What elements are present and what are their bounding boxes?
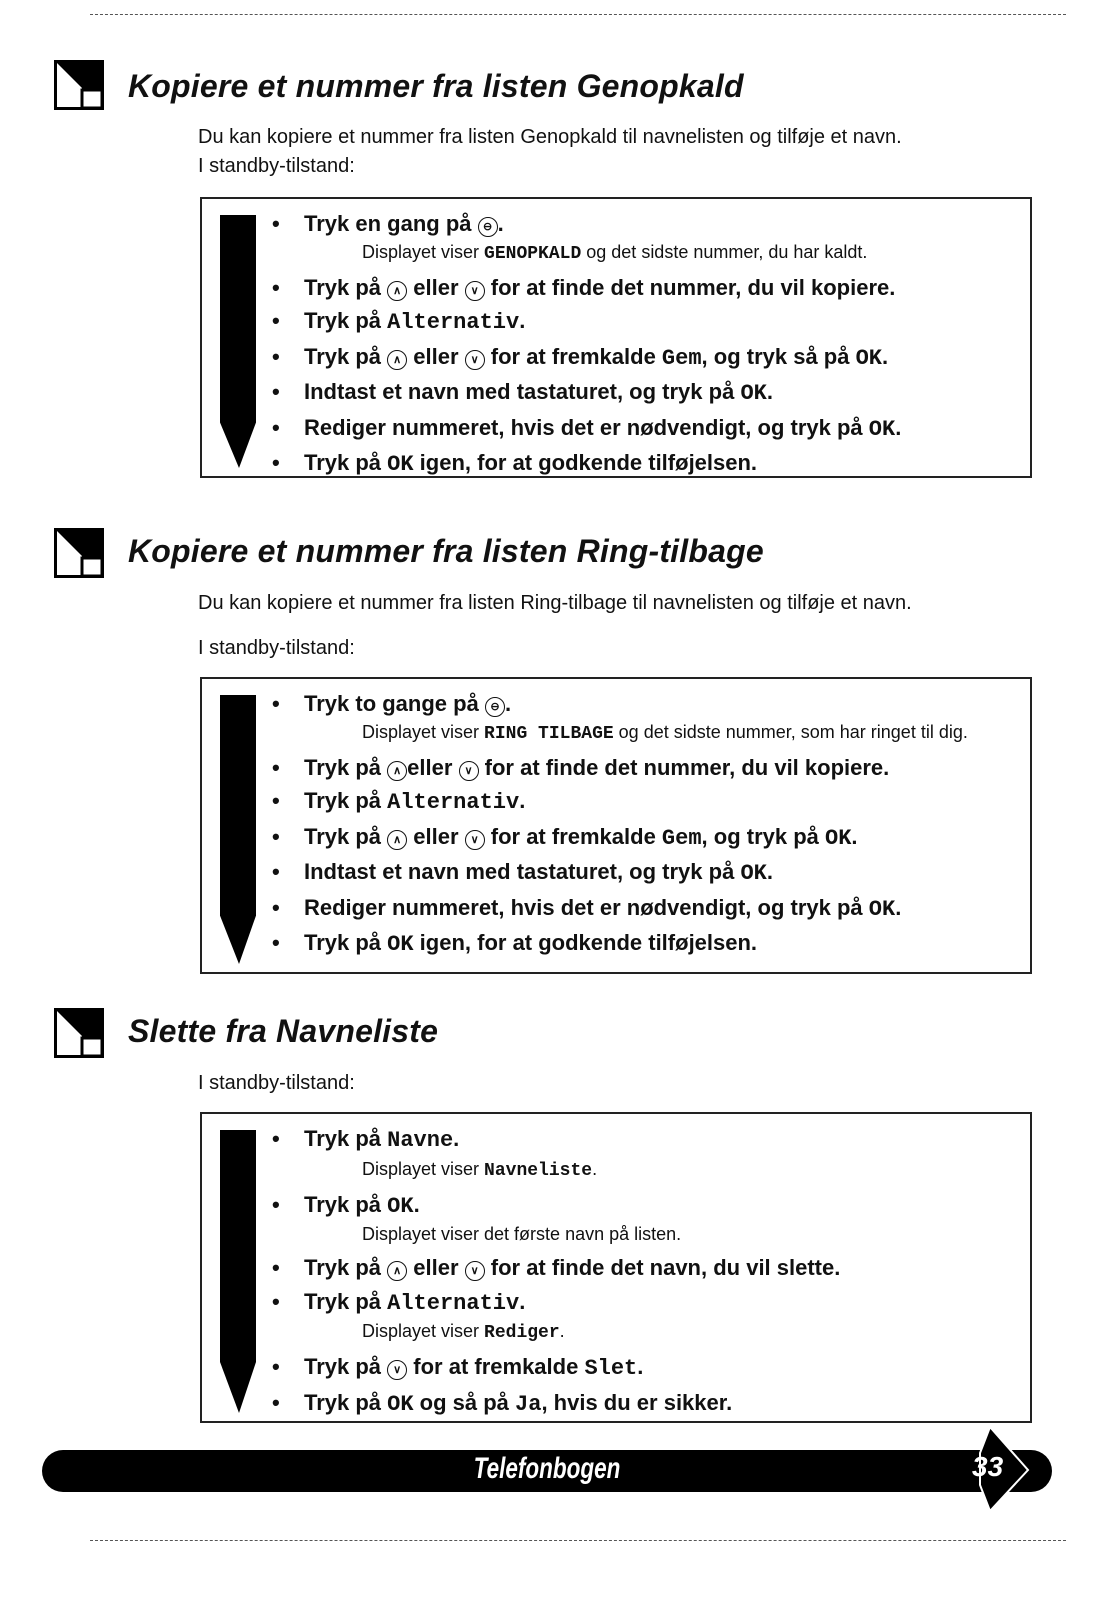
step-item <box>270 207 1024 241</box>
display-text: Slet <box>584 1356 638 1381</box>
display-text: OK <box>387 1193 414 1219</box>
display-text: Navne <box>387 1128 454 1153</box>
display-text: OK <box>868 416 896 442</box>
step-text: Tryk på <box>304 450 388 475</box>
step-text: . <box>766 859 773 884</box>
step-text: for at fremkalde <box>484 823 662 849</box>
step-text: . <box>519 308 526 333</box>
display-text: OK <box>868 896 896 922</box>
step-note <box>270 721 1024 745</box>
step-text: Rediger nummeret, hvis det er nødvendigt, og tryk på <box>304 894 869 920</box>
step-item <box>270 1285 1024 1321</box>
step-item <box>270 784 1024 820</box>
step-item <box>270 1188 1024 1224</box>
step-arrow-icon <box>218 695 260 964</box>
display-text: Alternativ <box>387 790 520 815</box>
step-text: Tryk to gange på <box>304 691 485 716</box>
step-item <box>270 304 1024 340</box>
down-key-icon: ∨ <box>387 1360 407 1380</box>
step-item <box>270 1251 1024 1285</box>
up-key-icon: ∧ <box>387 350 407 370</box>
display-text: OK <box>855 345 882 371</box>
step-text: og det sidste nummer, som har ringet til dig. <box>613 721 968 742</box>
down-key-icon: ∨ <box>465 830 485 850</box>
step-list <box>202 1114 1030 1425</box>
step-text: for at finde det nummer, du vil kopiere. <box>478 754 890 780</box>
display-text: OK <box>387 452 414 477</box>
step-item <box>270 1122 1024 1158</box>
step-text: Tryk på <box>304 930 388 955</box>
step-item <box>270 820 1024 856</box>
instruction-box <box>200 677 1032 974</box>
step-item <box>270 1386 1024 1422</box>
step-note <box>270 1158 1024 1182</box>
up-key-icon: ∧ <box>387 281 407 301</box>
intro-text: I standby-tilstand: <box>198 1072 355 1094</box>
step-text: igen, for at godkende tilføjelsen. <box>413 930 758 955</box>
display-text: Alternativ <box>387 1290 520 1316</box>
step-text: for at fremkalde <box>407 1354 585 1379</box>
step-text: og så på <box>413 1389 516 1415</box>
step-text: Indtast et navn med tastaturet, og tryk på <box>304 859 741 884</box>
step-text: . <box>519 1288 526 1314</box>
step-text: for at finde det navn, du vil slette. <box>484 1255 841 1280</box>
step-text: Indtast et navn med tastaturet, og tryk på <box>304 379 741 404</box>
chapter-title: Telefonbogen <box>473 1452 621 1485</box>
step-text: eller <box>407 1255 465 1280</box>
step-text: Tryk på <box>304 788 388 813</box>
step-text: . <box>519 788 526 813</box>
step-text: Tryk på <box>304 1191 388 1217</box>
step-text: . <box>497 211 504 236</box>
step-item <box>270 375 1024 411</box>
intro-text: Du kan kopiere et nummer fra listen Genopkald til navnelisten og tilføje et navn. <box>198 126 902 148</box>
display-text: RING TILBAGE <box>484 723 614 744</box>
step-text: . <box>895 894 902 920</box>
step-text: igen, for at godkende tilføjelsen. <box>413 450 758 475</box>
step-text: Rediger nummeret, hvis det er nødvendigt, og tryk på <box>304 414 869 440</box>
step-item <box>270 271 1024 305</box>
step-text: Tryk på <box>304 1126 388 1151</box>
step-text: . <box>851 823 858 849</box>
scan-artifact-bottom <box>90 1540 1066 1541</box>
step-note <box>270 1320 1024 1344</box>
step-text: . <box>559 1321 565 1341</box>
step-text: Tryk på <box>304 1389 388 1415</box>
step-note <box>270 241 1024 265</box>
step-text: . <box>504 691 512 716</box>
step-item <box>270 687 1024 721</box>
step-text: for at fremkalde <box>484 343 662 369</box>
step-text: for at finde det nummer, du vil kopiere. <box>484 274 896 300</box>
down-key-icon: ∨ <box>459 761 479 781</box>
up-key-icon: ∧ <box>387 830 407 850</box>
step-text: eller <box>407 754 459 780</box>
step-item <box>270 891 1024 927</box>
step-text: Displayet viser <box>362 1321 485 1341</box>
step-text: Displayet viser <box>362 1158 485 1179</box>
step-text: . <box>637 1354 644 1379</box>
down-key-icon: ∨ <box>465 1261 485 1281</box>
redial-key-icon: ⊖ <box>485 697 505 717</box>
intro-text: Du kan kopiere et nummer fra listen Ring-tilbage til navnelisten og tilføje et navn. <box>198 592 912 614</box>
step-text: Tryk på <box>304 1288 388 1314</box>
step-text: Tryk på <box>304 274 388 300</box>
step-text: . <box>413 1191 420 1217</box>
step-item <box>270 1350 1024 1386</box>
step-item <box>270 926 1024 962</box>
display-text: OK <box>740 861 767 886</box>
section-icon <box>54 60 104 110</box>
step-list <box>202 679 1030 966</box>
instruction-box <box>200 1112 1032 1423</box>
instruction-box <box>200 197 1032 478</box>
section-title: Slette fra Navneliste <box>128 1013 439 1049</box>
step-text: , hvis du er sikker. <box>541 1389 733 1415</box>
step-text: eller <box>407 343 465 369</box>
step-text: . <box>882 343 889 369</box>
display-text: OK <box>825 825 852 851</box>
display-text: Gem <box>661 345 702 371</box>
step-text: eller <box>407 274 465 300</box>
step-text: Displayet viser det første navn på listen. <box>362 1224 682 1244</box>
step-text: . <box>592 1158 598 1179</box>
step-text: eller <box>407 823 465 849</box>
step-item <box>270 411 1024 447</box>
display-text: OK <box>387 1391 414 1417</box>
step-text: . <box>895 414 902 440</box>
step-text: Tryk på <box>304 823 388 849</box>
step-note <box>270 1223 1024 1245</box>
section-icon <box>54 528 104 578</box>
step-text: Tryk på <box>304 1255 388 1280</box>
step-item <box>270 855 1024 891</box>
step-text: Displayet viser <box>362 721 485 742</box>
step-item <box>270 751 1024 785</box>
section-title: Kopiere et nummer fra listen Genopkald <box>128 68 744 104</box>
step-text: og det sidste nummer, du har kaldt. <box>581 241 868 262</box>
step-text: Tryk på <box>304 308 388 333</box>
display-text: GENOPKALD <box>484 243 582 264</box>
step-text: Tryk en gang på <box>304 211 478 236</box>
section-title: Kopiere et nummer fra listen Ring-tilbage <box>128 533 764 569</box>
step-item <box>270 340 1024 376</box>
display-text: Gem <box>661 825 702 851</box>
step-item <box>270 446 1024 482</box>
up-key-icon: ∧ <box>387 761 407 781</box>
step-text: Displayet viser <box>362 241 485 262</box>
display-text: Rediger <box>484 1323 560 1343</box>
footer-bar <box>42 1450 1052 1492</box>
step-arrow-icon <box>218 1130 260 1413</box>
intro-text: I standby-tilstand: <box>198 637 355 659</box>
display-text: Alternativ <box>387 310 520 335</box>
step-text: Tryk på <box>304 754 388 780</box>
display-text: OK <box>387 932 414 957</box>
step-text: . <box>766 379 773 404</box>
step-text: Tryk på <box>304 1354 388 1379</box>
display-text: Ja <box>515 1391 542 1417</box>
scan-artifact-top <box>90 14 1066 15</box>
step-list <box>202 199 1030 486</box>
step-text: Tryk på <box>304 343 388 369</box>
step-text: , og tryk så på <box>701 343 856 369</box>
section-icon <box>54 1008 104 1058</box>
step-text: . <box>453 1126 460 1151</box>
up-key-icon: ∧ <box>387 1261 407 1281</box>
step-arrow-icon <box>218 215 260 468</box>
down-key-icon: ∨ <box>465 281 485 301</box>
display-text: OK <box>740 381 767 406</box>
page-number: 33 <box>972 1451 1004 1482</box>
redial-key-icon: ⊖ <box>478 217 498 237</box>
intro-text: I standby-tilstand: <box>198 155 355 177</box>
step-text: , og tryk på <box>701 823 826 849</box>
display-text: Navneliste <box>484 1160 593 1181</box>
down-key-icon: ∨ <box>465 350 485 370</box>
